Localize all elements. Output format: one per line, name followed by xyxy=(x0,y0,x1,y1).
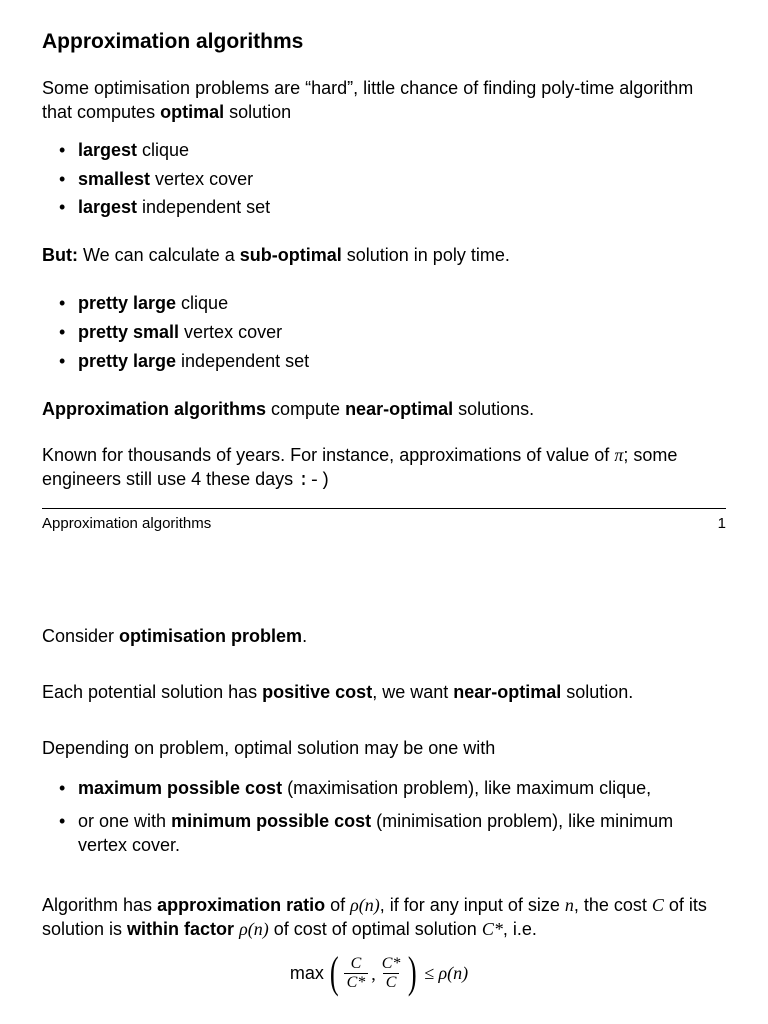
list-item: • smallest vertex cover xyxy=(78,167,726,191)
but-paragraph: But: We can calculate a sub-optimal solution in poly time. xyxy=(42,245,510,266)
page-number: 1 xyxy=(717,514,726,532)
list-item: • or one with minimum possible cost (minimisation problem), like minimum vertex cover. xyxy=(78,809,726,857)
known-paragraph: Known for thousands of years. For instance, approximations of value of π; some engineers still use 4 these days :-) xyxy=(42,444,678,491)
hard-problems-list xyxy=(42,138,726,219)
slide-footer xyxy=(42,514,726,534)
ratio-paragraph: Algorithm has approximation ratio of ρ(n), if for any input of size n, the cost C of its solution is within factor ρ(n) of cost of optimal solution C*, i.e. xyxy=(42,895,707,939)
consider-paragraph: Consider optimisation problem. xyxy=(42,626,308,646)
list-item: • pretty large independent set xyxy=(78,349,726,373)
optimal-kinds-list xyxy=(42,776,726,857)
list-item: • maximum possible cost (maximisation problem), like maximum clique, xyxy=(78,776,726,800)
formula-right-paren: ) xyxy=(408,948,418,997)
cost-paragraph: Each potential solution has positive cost, we want near-optimal solution. xyxy=(42,682,634,702)
slide-title: Approximation algorithms xyxy=(42,30,304,53)
list-item: • largest independent set xyxy=(78,195,726,219)
slide-1 xyxy=(42,28,726,534)
approx-paragraph: Approximation algorithms compute near-optimal solutions. xyxy=(42,398,535,419)
suboptimal-list xyxy=(42,291,726,372)
list-item: • pretty small vertex cover xyxy=(78,320,726,344)
depending-paragraph: Depending on problem, optimal solution may be one with xyxy=(42,738,496,758)
footer-divider xyxy=(42,508,726,509)
list-item: • pretty large clique xyxy=(78,291,726,315)
fraction-cstar-over-c: $\frac{C*}{C}$ xyxy=(381,954,401,991)
formula-left-paren: ( xyxy=(329,948,339,997)
intro-paragraph: Some optimisation problems are “hard”, little chance of finding poly-time algorithm that computes optimal solution xyxy=(42,78,694,122)
smiley: :-) xyxy=(298,470,331,491)
footer-title: Approximation algorithms xyxy=(42,514,212,532)
list-item: • largest clique xyxy=(78,138,726,162)
formula-rhs: ≤ ρ(n) xyxy=(424,962,469,983)
pi-symbol: π xyxy=(614,444,624,465)
fraction-c-over-cstar: $\frac{C}{C*}$ xyxy=(344,955,369,992)
slide-2 xyxy=(42,624,726,995)
ratio-formula: max ( $\frac{C}{C*}$ , $\frac{C*}{C}$ ) ≤ ρ(n) xyxy=(289,948,469,997)
formula-max: max xyxy=(289,962,324,983)
